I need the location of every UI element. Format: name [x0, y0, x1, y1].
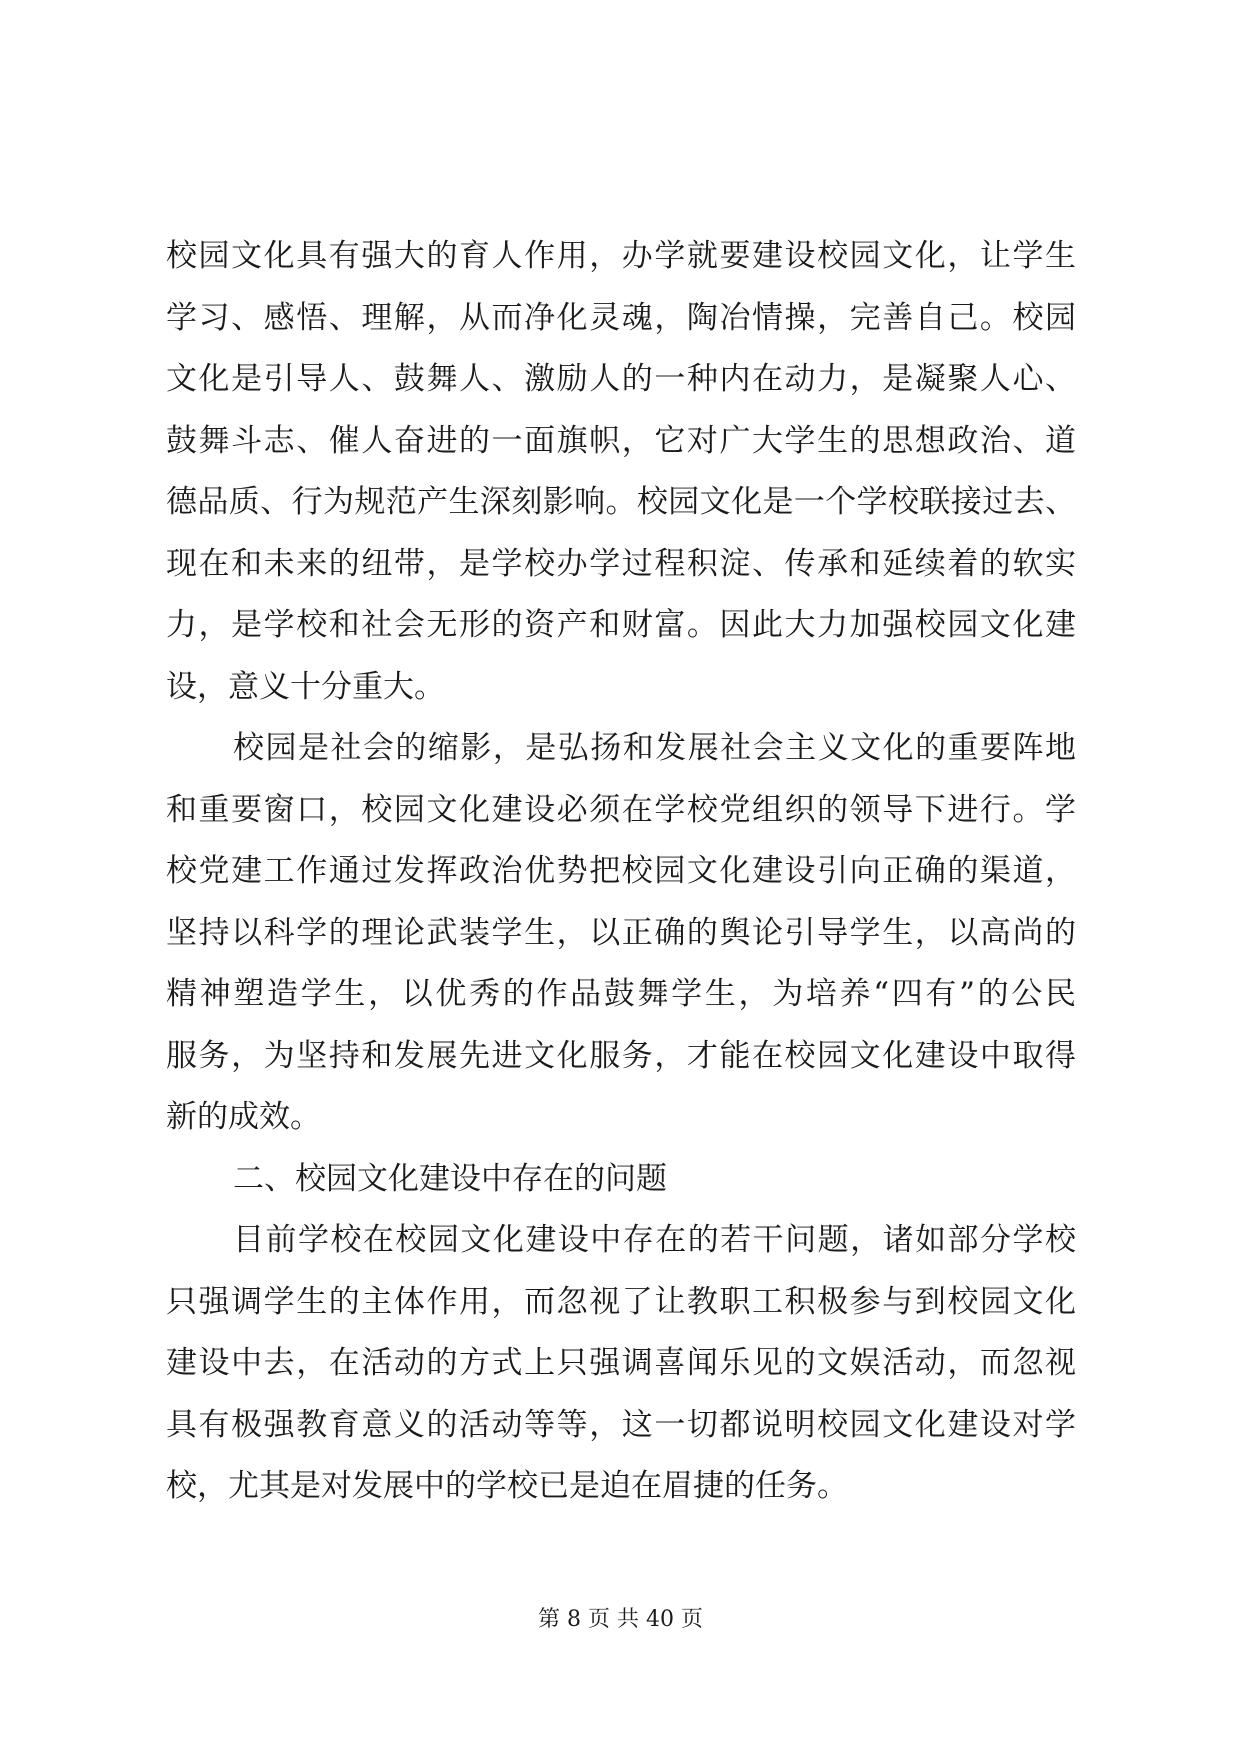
paragraph-3: [166, 1210, 1076, 1518]
text-line: 具有极强教育意义的活动等等，这一切都说明校园文化建设对学: [166, 1406, 1076, 1443]
text-line: 鼓舞斗志、催人奋进的一面旗帜，它对广大学生的思想政治、道: [166, 422, 1076, 459]
paragraph-1: [166, 226, 1076, 718]
section-heading: [166, 1149, 1076, 1211]
text-line: 和重要窗口，校园文化建设必须在学校党组织的领导下进行。学: [166, 791, 1076, 828]
text-line: 建设中去，在活动的方式上只强调喜闻乐见的文娱活动，而忽视: [166, 1345, 1076, 1381]
text-line: 校园是社会的缩影，是弘扬和发展社会主义文化的重要阵地: [233, 730, 1076, 766]
text-line: 服务，为坚持和发展先进文化服务，才能在校园文化建设中取得: [166, 1037, 1076, 1074]
text-line: 校园文化具有强大的育人作用，办学就要建设校园文化，让学生: [166, 238, 1076, 274]
text-line: 现在和未来的纽带，是学校办学过程积淀、传承和延续着的软实: [166, 545, 1076, 582]
text-line: 校党建工作通过发挥政治优势把校园文化建设引向正确的渠道，: [166, 853, 1076, 889]
text-line: 坚持以科学的理论武装学生，以正确的舆论引导学生，以高尚的: [166, 914, 1076, 951]
text-line: 德品质、行为规范产生深刻影响。校园文化是一个学校联接过去、: [166, 484, 1076, 520]
text-line: 学习、感悟、理解，从而净化灵魂，陶冶情操，完善自己。校园: [166, 299, 1076, 336]
text-line: 设，意义十分重大。: [166, 668, 445, 705]
text-line: 精神塑造学生，以优秀的作品鼓舞学生，为培养“四有”的公民: [166, 976, 1076, 1012]
text-line: 只强调学生的主体作用，而忽视了让教职工积极参与到校园文化: [166, 1283, 1076, 1320]
page-footer: 第 8 页 共 40 页: [538, 1607, 703, 1632]
section-heading-text: 二、校园文化建设中存在的问题: [233, 1160, 667, 1197]
text-line: 校，尤其是对发展中的学校已是迫在眉捷的任务。: [166, 1468, 848, 1504]
paragraph-2: [166, 718, 1076, 1149]
text-line: 新的成效。: [166, 1099, 321, 1135]
text-line: 目前学校在校园文化建设中存在的若干问题，诸如部分学校: [233, 1222, 1076, 1258]
body-text: [166, 226, 1076, 1518]
text-line: 力，是学校和社会无形的资产和财富。因此大力加强校园文化建: [166, 607, 1076, 643]
text-line: 文化是引导人、鼓舞人、激励人的一种内在动力，是凝聚人心、: [166, 361, 1076, 397]
